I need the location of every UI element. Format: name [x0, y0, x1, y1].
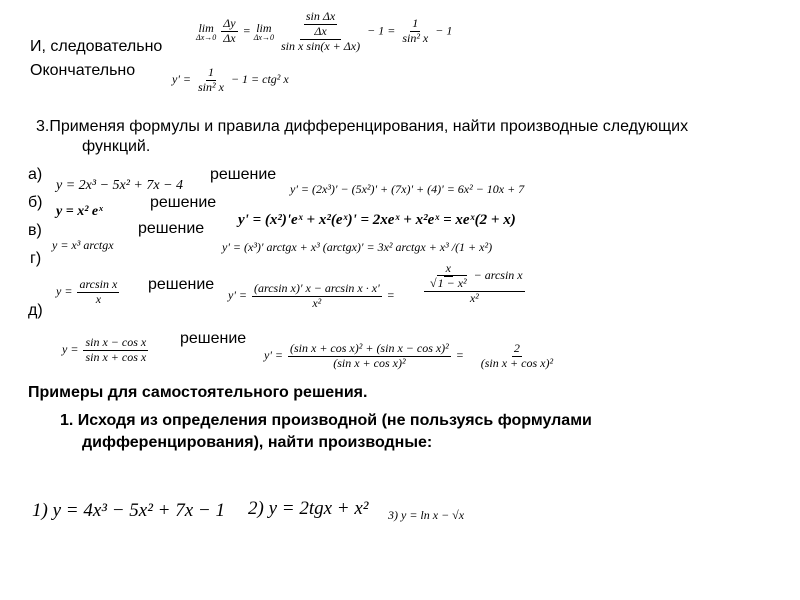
item-g-label: г): [30, 250, 42, 267]
item-v-solution-label: решение: [138, 220, 205, 237]
exercise-1: 1) y = 4x³ − 5x² + 7x − 1: [32, 500, 225, 521]
item-a-label: а): [28, 166, 43, 183]
item-a-function: y = 2x³ − 5x² + 7x − 4: [56, 178, 184, 193]
label-therefore: И, следовательно: [30, 38, 163, 55]
task3-title-line1: 3.Применяя формулы и правила дифференцирования, найти производные следующих: [36, 118, 689, 135]
item-b-solution: y' = (x²)'eˣ + x²(eˣ)' = 2xeˣ + x²eˣ = xeˣ(2 + x): [238, 212, 516, 228]
task3-title-line2: функций.: [82, 138, 151, 155]
item-v-solution: y' = (x³)' arctgx + x³ (arctgx)' = 3x² arctgx + x³ /(1 + x²): [222, 240, 493, 254]
item-a-solution-label: решение: [210, 166, 277, 183]
item-b-label: б): [28, 194, 43, 211]
item-d-label: д): [28, 302, 43, 319]
item-b-solution-label: решение: [150, 194, 217, 211]
label-finally: Окончательно: [30, 62, 136, 79]
item-b-function: y = x² eˣ: [56, 204, 103, 219]
item-g-solution-label: решение: [148, 276, 215, 293]
item-v-label: в): [28, 222, 42, 239]
self-study-task1-line2: дифференцирования), найти производные:: [82, 434, 433, 451]
item-a-solution: y' = (2x³)' − (5x²)' + (7x)' + (4)' = 6x² − 10x + 7: [290, 182, 525, 196]
item-d-solution: y' = $\frac{\text{(sin x + cos x)² + (sin x − cos x)²}}{\text{(sin x + cos x)²}}$ = $\frac{2}{\text{(sin x + cos x)²}}$: [264, 341, 554, 370]
item-v-function: y = x³ arctgx: [52, 238, 114, 252]
item-g-function: y = $\frac{\text{arcsin x}}{x}$: [56, 277, 118, 306]
self-study-task1-line1: 1. Исходя из определения производной (не пользуясь формулами: [60, 412, 592, 429]
exercise-3: 3) y = ln x − √x: [388, 508, 465, 522]
item-d-function: y = $\frac{\text{sin x − cos x}}{\text{sin x + cos x}}$: [62, 335, 147, 364]
equation-final: y' = $\frac{1}{\text{sin² x}}$ − 1 = ctg² x: [172, 65, 289, 94]
exercise-2: 2) y = 2tgx + x²: [248, 498, 369, 519]
item-d-solution-label: решение: [180, 330, 247, 347]
item-g-solution: y' = $\frac{\text{(arcsin x)' x − arcsin x · x'}}{\text{x²}}$ =: [228, 281, 395, 310]
item-g-solution-simplified: $\frac{x}{\text{√1 − x²}}$ − arcsin x x²: [422, 262, 527, 305]
self-study-heading: Примеры для самостоятельного решения.: [28, 384, 368, 401]
equation-limit: lim Δx→0 $\frac{\Delta y}{\Delta x}$ = lim Δx→0 $\frac{\frac{\text{sin Δx}}{\Delta x}}{\text{sin x sin(x + Δx)}}$ − 1 = $\frac{1}{\text{sin² x}}$ − 1: [196, 9, 453, 53]
